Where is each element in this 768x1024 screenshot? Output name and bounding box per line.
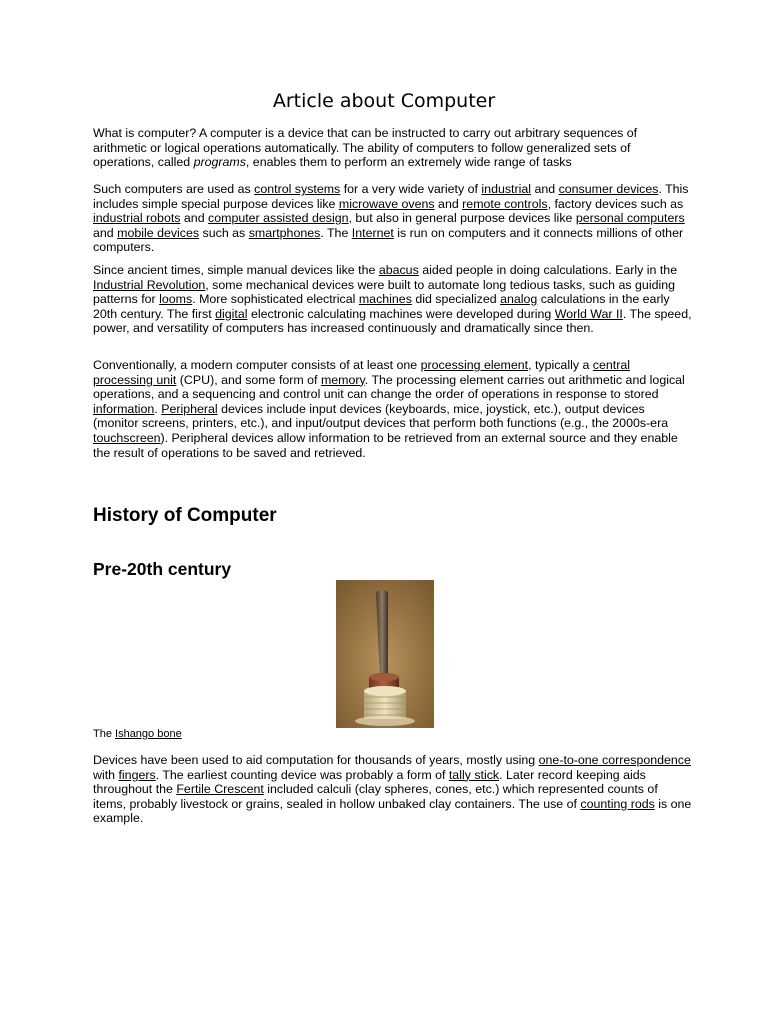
text-run: , some mechanical devices were built to automate long tedious tasks, such as guiding patterns for [93, 277, 676, 307]
link-tally-stick[interactable]: tally stick [448, 767, 500, 782]
link-counting-rods[interactable]: counting rods [580, 796, 655, 811]
text-run: . Later record keeping aids throughout the [93, 767, 646, 797]
text-run: is run on computers and it connects millions of other computers. [93, 225, 684, 255]
text-run: . This includes simple special purpose devices like [93, 182, 689, 211]
text-run: , but also in general purpose devices like [348, 211, 576, 226]
text-run: , typically a [528, 358, 593, 372]
text-run: . More sophisticated electrical [192, 292, 359, 307]
text-run: for a very wide variety of [340, 182, 482, 196]
link-smartphones[interactable]: smartphones [248, 225, 321, 240]
text-run: electronic calculating machines were developed during [247, 306, 555, 321]
link-microwave-ovens[interactable]: microwave ovens [338, 196, 435, 211]
link-abacus[interactable]: abacus [378, 263, 419, 277]
text-run: calculations in the early 20th century. The first [93, 292, 670, 321]
text-run: aided people in doing calculations. Early in the [418, 263, 678, 277]
text-run: What is computer? A computer is a device that can be instructed to carry out arbitrary sequences of arithmetic or logical operations automatically. The ability of computers to follow generalized sets of operations, called [93, 126, 638, 170]
ishango-bone-illustration [336, 580, 434, 728]
link-fertile-crescent[interactable]: Fertile Crescent [176, 782, 264, 797]
paragraph-intro [93, 126, 693, 170]
link-personal-computers[interactable]: personal computers [575, 211, 685, 226]
text-run: did specialized [411, 292, 501, 307]
figure-caption [93, 727, 182, 741]
paragraph-ancient [93, 263, 693, 336]
text-run: . [154, 401, 162, 416]
text-run: The [93, 728, 116, 740]
link-fingers[interactable]: fingers [118, 767, 156, 782]
link-machines[interactable]: machines [358, 292, 412, 307]
link-consumer-devices[interactable]: consumer devices [558, 182, 659, 196]
paragraph-devices [93, 753, 693, 826]
text-run: . The speed, power, and versatility of computers has increased continuously and dramatically since then. [93, 306, 692, 336]
paragraph-modern [93, 358, 693, 460]
text-run: and [434, 196, 463, 211]
link-remote-controls[interactable]: remote controls [462, 196, 548, 211]
link-looms[interactable]: looms [159, 292, 193, 307]
text-run: (CPU), and some form of [176, 372, 321, 387]
emphasis-programs: programs [193, 155, 246, 170]
link-internet[interactable]: Internet [351, 225, 394, 240]
link-peripheral[interactable]: Peripheral [161, 401, 218, 416]
link-industrial-robots[interactable]: industrial robots [93, 211, 181, 226]
link-one-to-one-correspondence[interactable]: one-to-one correspondence [538, 753, 691, 767]
paragraph-uses [93, 182, 693, 255]
text-run: Since ancient times, simple manual devices like the [93, 263, 379, 277]
text-run: ). Peripheral devices allow information to be retrieved from an external source and they enable the result of operations to be saved and retrieved. [93, 430, 678, 460]
heading-history: History of Computer [93, 505, 277, 526]
text-run: Devices have been used to aid computation for thousands of years, mostly using [93, 753, 539, 767]
heading-pre-20th-century: Pre-20th century [93, 559, 232, 579]
link-processing-element[interactable]: processing element [420, 358, 529, 372]
link-mobile-devices[interactable]: mobile devices [117, 225, 200, 240]
text-run: included calculi (clay spheres, cones, etc.) which represented counts of items, probably livestock or grains, sealed in hollow unbaked clay containers. The use of [93, 782, 658, 811]
text-run: , enables them to perform an extremely wide range of tasks [245, 155, 572, 170]
link-touchscreen[interactable]: touchscreen [93, 430, 161, 445]
text-run: with [93, 767, 119, 782]
text-run: Such computers are used as [93, 182, 255, 196]
link-world-war-ii[interactable]: World War II [554, 306, 623, 321]
link-control-systems[interactable]: control systems [254, 182, 341, 196]
text-run: . The [320, 225, 352, 240]
text-run: devices include input devices (keyboards, mice, joystick, etc.), output devices (monitor screens, printers, etc.), and input/output devices that perform both functions (e.g., the 2000s-era [93, 401, 669, 431]
text-run: is one example. [93, 796, 692, 826]
link-central-processing-unit[interactable]: central processing unit [93, 358, 630, 387]
text-run: . The processing element carries out arithmetic and logical operations, and a sequencing and control unit can change the order of operations in response to stored [93, 372, 685, 402]
text-run: and [93, 225, 118, 240]
link-digital[interactable]: digital [215, 306, 248, 321]
text-run: and [531, 182, 559, 196]
link-ishango-bone[interactable]: Ishango bone [115, 728, 182, 740]
page-title: Article about Computer [272, 90, 496, 112]
link-analog[interactable]: analog [500, 292, 538, 307]
text-run: and [180, 211, 209, 226]
text-run: , factory devices such as [547, 196, 684, 211]
text-run: . The earliest counting device was probably a form of [155, 767, 449, 782]
ishango-bone-image [336, 580, 434, 728]
text-run: Conventionally, a modern computer consists of at least one [93, 358, 421, 372]
link-memory[interactable]: memory [320, 372, 365, 387]
link-industrial[interactable]: industrial [481, 182, 532, 196]
link-computer-assisted-design[interactable]: computer assisted design [208, 211, 349, 226]
link-industrial-revolution[interactable]: Industrial Revolution [93, 277, 206, 292]
link-information[interactable]: information [93, 401, 155, 416]
text-run: such as [199, 225, 249, 240]
